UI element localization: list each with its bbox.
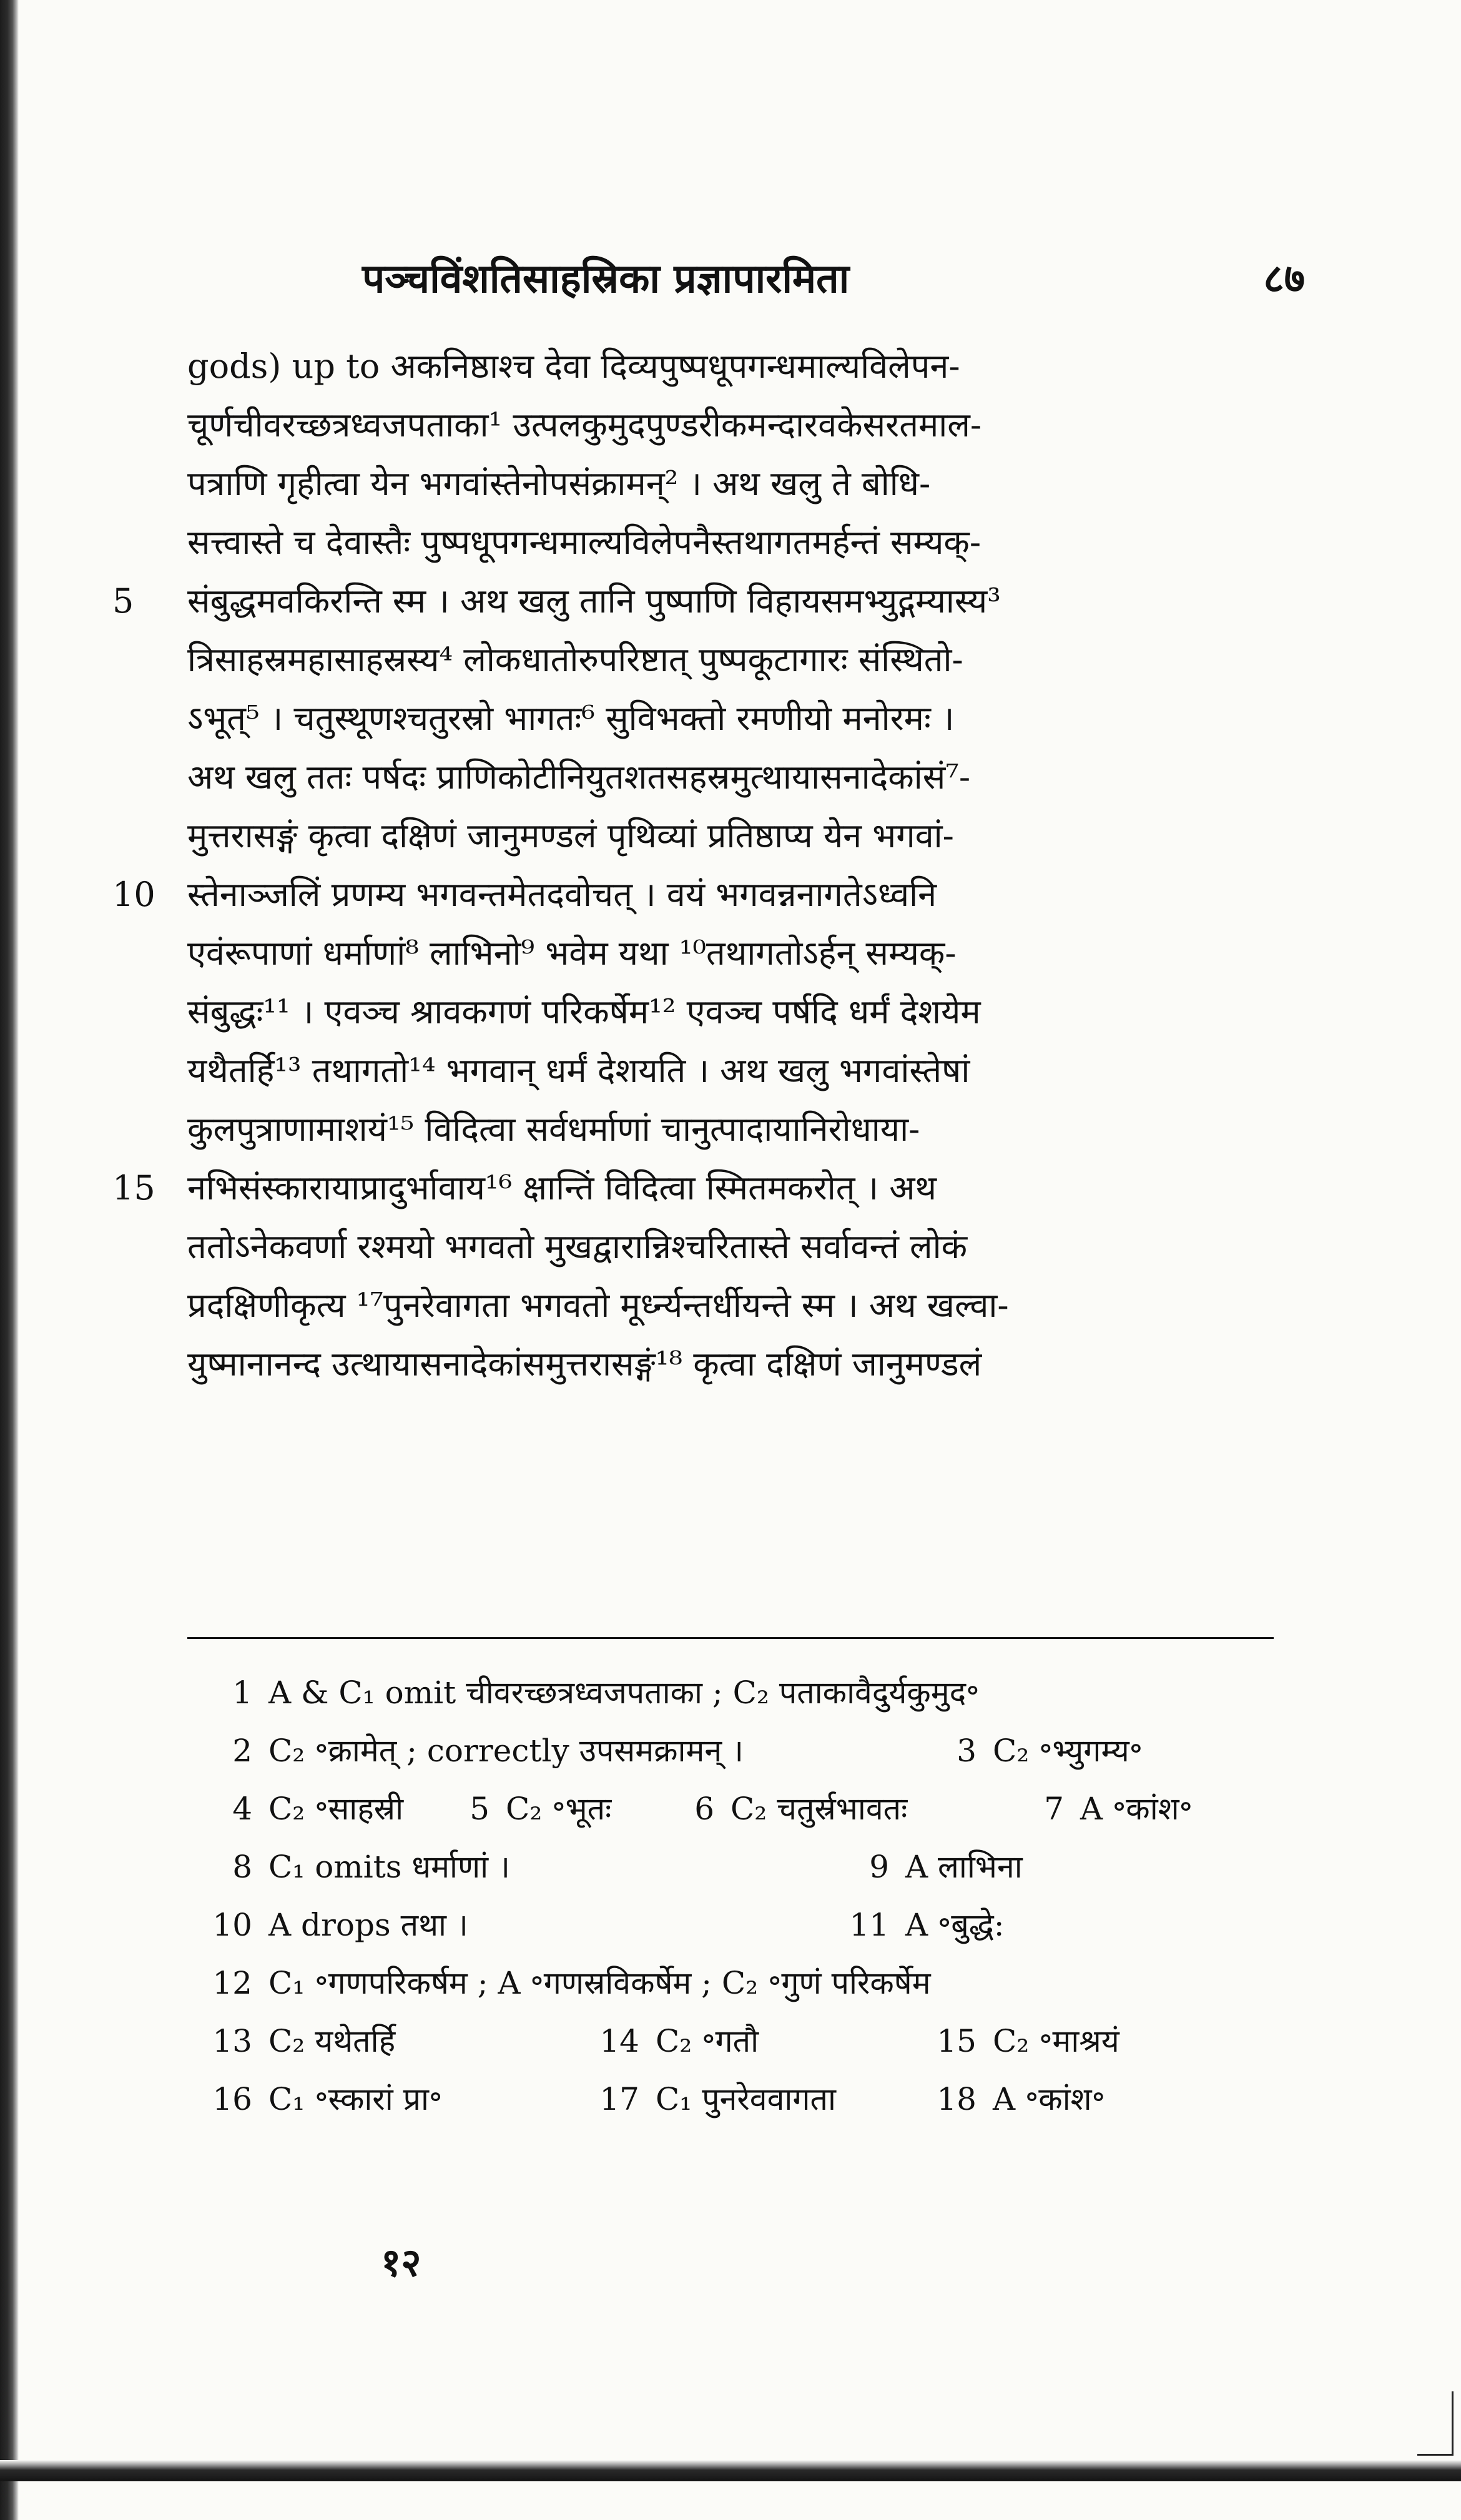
text-line: [187, 689, 1274, 748]
footnote: [212, 1780, 403, 1838]
footnote-text: C₁ omits धर्माणां ।: [268, 1849, 510, 1885]
text-line: [187, 807, 1274, 865]
footnote: [212, 1664, 980, 1722]
line-text: ऽभूत्⁵ । चतुस्थूणश्चतुरस्रो भागतः⁶ सुविभक्तो रमणीयो मनोरमः ।: [187, 699, 955, 738]
footnote-number: 9: [869, 1849, 889, 1885]
page-corner-fold: [1417, 2391, 1454, 2456]
footnote-number: 18: [937, 2081, 976, 2117]
footnote: [212, 1838, 510, 1896]
line-number: 10: [112, 875, 155, 914]
footnote-text: C₂ ॰भूतः: [506, 1791, 612, 1827]
footnote-number: 8: [232, 1849, 252, 1885]
line-text: सत्त्वास्ते च देवास्तैः पुष्पधूपगन्धमाल्यविलेपनैस्तथागतमर्हन्तं सम्यक्-: [187, 523, 981, 562]
footnote: [849, 1896, 1005, 1954]
line-text: त्रिसाहस्रमहासाहस्रस्य⁴ लोकधातोरुपरिष्टात् पुष्पकूटागारः संस्थितो-: [187, 640, 963, 679]
footnote-text: A drops तथा ।: [268, 1907, 468, 1943]
text-line: [187, 337, 1274, 396]
text-line: [187, 1100, 1274, 1159]
line-text: gods) up to अकनिष्ठाश्च देवा दिव्यपुष्पधूपगन्धमाल्यविलेपन-: [187, 347, 960, 386]
footnote-number: 7: [1044, 1791, 1064, 1827]
page-number: ८७: [1263, 255, 1305, 302]
footnote-text: C₂ यथेतर्हि: [268, 2023, 396, 2059]
line-text: प्रदक्षिणीकृत्य ¹⁷पुनरेवागता भगवतो मूर्ध्न्यन्तर्धीयन्ते स्म । अथ खल्वा-: [187, 1286, 1009, 1325]
text-line: [187, 631, 1274, 689]
book-spine-shadow: [0, 0, 19, 2520]
footnote-number: 12: [212, 1965, 252, 2001]
line-text: मुत्तरासङ्गं कृत्वा दक्षिणं जानुमण्डलं पृथिव्यां प्रतिष्ठाप्य येन भगवां-: [187, 816, 954, 855]
footnote: [937, 2012, 1119, 2070]
text-line: [187, 396, 1274, 455]
footnote-number: 16: [212, 2081, 252, 2117]
line-text: संबुद्धः¹¹ । एवञ्च श्रावकगणं परिकर्षेम¹² एवञ्च पर्षदि धर्मं देशयेम: [187, 992, 981, 1031]
footnote: [212, 1954, 931, 2012]
text-line: [187, 748, 1274, 807]
line-text: संबुद्धमवकिरन्ति स्म । अथ खलु तानि पुष्पाणि विहायसमभ्युद्गम्यास्य³: [187, 581, 1001, 621]
line-text: अथ खलु ततः पर्षदः प्राणिकोटीनियुतशतसहस्रमुत्थायासनादेकांसं⁷-: [187, 757, 971, 797]
footnote: [937, 1722, 1143, 1780]
line-text: पत्राणि गृहीत्वा येन भगवांस्तेनोपसंक्रामन्² । अथ खलु ते बोधि-: [187, 464, 931, 503]
line-text: ततोऽनेकवर्णा रश्मयो भगवतो मुखद्वारान्निश्चरितास्ते सर्वावन्तं लोकं: [187, 1227, 968, 1266]
footnote-number: 6: [694, 1791, 714, 1827]
line-text: नभिसंस्कारायाप्रादुर्भावाय¹⁶ क्षान्तिं विदित्वा स्मितमकरोत् । अथ: [187, 1168, 937, 1208]
footnote-text: C₂ ॰गतौ: [656, 2023, 759, 2059]
signature-mark: १२: [381, 2240, 421, 2285]
footnote-number: 17: [599, 2081, 639, 2117]
line-text: चूर्णचीवरच्छत्रध्वजपताका¹ उत्पलकुमुदपुण्डरीकमन्दारवकेसरतमाल-: [187, 405, 982, 445]
footnotes: [212, 1664, 1292, 2129]
footnote-row: [212, 2070, 1292, 2129]
footnote-number: 4: [232, 1791, 252, 1827]
page-bottom-edge: [0, 2460, 1461, 2481]
footnote-text: C₂ ॰साहस्री: [268, 1791, 404, 1827]
footnote-row: [212, 1896, 1292, 1954]
line-text: एवंरूपाणां धर्माणां⁸ लाभिनो⁹ भवेम यथा ¹⁰तथागतोऽर्हन् सम्यक्-: [187, 933, 957, 973]
text-line: [112, 572, 1274, 631]
text-line: [187, 513, 1274, 572]
footnote-row: [212, 2012, 1292, 2070]
footnote: [212, 2070, 442, 2129]
footnote: [849, 1838, 1023, 1896]
footnote-number: 14: [599, 2023, 639, 2059]
running-title: पञ्चविंशतिसाहस्रिका प्रज्ञापारमिता: [362, 255, 850, 302]
main-text: [112, 337, 1274, 1394]
footnote-number: 2: [232, 1733, 252, 1769]
text-line: [187, 1218, 1274, 1276]
text-line: [187, 1335, 1274, 1394]
footnote-text: C₁ ॰गणपरिकर्षम ; A ॰गणस्रविकर्षेम ; C₂ ॰गुणं परिकर्षेम: [268, 1965, 931, 2001]
footnote-text: A ॰कांश॰: [1080, 1791, 1193, 1827]
line-text: स्तेनाञ्जलिं प्रणम्य भगवन्तमेतदवोचत् । वयं भगवन्ननागतेऽध्वनि: [187, 875, 937, 914]
text-line: [112, 865, 1274, 924]
footnote-number: 3: [957, 1733, 976, 1769]
footnote-text: C₁ पुनरेववागता: [656, 2081, 836, 2117]
footnote-number: 15: [937, 2023, 976, 2059]
footnote-row: [212, 1664, 1292, 1722]
text-line: [187, 1041, 1274, 1100]
footnote-row: [212, 1722, 1292, 1780]
line-text: युष्मानानन्द उत्थायासनादेकांसमुत्तरासङ्गं¹⁸ कृत्वा दक्षिणं जानुमण्डलं: [187, 1344, 982, 1384]
footnote-text: A ॰कांश॰: [993, 2081, 1105, 2117]
footnote: [450, 1780, 611, 1838]
footnote-number: 10: [212, 1907, 252, 1943]
footnote: [937, 2070, 1105, 2129]
footnote-number: 5: [470, 1791, 489, 1827]
footnote-text: C₂ चतुर्स्रभावतः: [730, 1791, 908, 1827]
footnote-number: 11: [849, 1907, 889, 1943]
footnote: [1024, 1780, 1193, 1838]
page-header: [362, 250, 1305, 306]
footnote-text: C₂ ॰भ्युगम्य॰: [993, 1733, 1143, 1769]
footnote: [212, 2012, 395, 2070]
footnote-text: A लाभिना: [905, 1849, 1023, 1885]
footnote: [674, 1780, 907, 1838]
footnote: [212, 1896, 468, 1954]
footnote-text: C₁ ॰स्कारां प्रा॰: [268, 2081, 443, 2117]
footnote-row: [212, 1780, 1292, 1838]
footnote-row: [212, 1838, 1292, 1896]
line-number: 15: [112, 1168, 155, 1208]
footnote-number: 13: [212, 2023, 252, 2059]
text-line: [187, 924, 1274, 983]
footnote: [212, 1722, 744, 1780]
line-text: कुलपुत्राणामाशयं¹⁵ विदित्वा सर्वधर्माणां चानुत्पादायानिरोधाया-: [187, 1110, 920, 1149]
footnote: [599, 2012, 759, 2070]
footnote-number: 1: [232, 1675, 252, 1711]
line-number: 5: [112, 581, 134, 621]
text-line: [112, 1159, 1274, 1218]
footnote-text: A & C₁ omit चीवरच्छत्रध्वजपताका ; C₂ पताकावैदुर्यकुमुद॰: [268, 1675, 980, 1711]
footnote-divider: [187, 1637, 1274, 1639]
footnote-text: C₂ ॰माश्रयं: [993, 2023, 1119, 2059]
text-line: [187, 1276, 1274, 1335]
footnote-text: A ॰बुद्धे:: [905, 1907, 1005, 1943]
text-line: [187, 983, 1274, 1041]
footnote-text: C₂ ॰क्रामेत् ; correctly उपसमक्रामन् ।: [268, 1733, 744, 1769]
text-line: [187, 455, 1274, 513]
line-text: यथैतर्हि¹³ तथागतो¹⁴ भगवान् धर्मं देशयति । अथ खलु भगवांस्तेषां: [187, 1051, 970, 1090]
footnote: [599, 2070, 836, 2129]
footnote-row: [212, 1954, 1292, 2012]
